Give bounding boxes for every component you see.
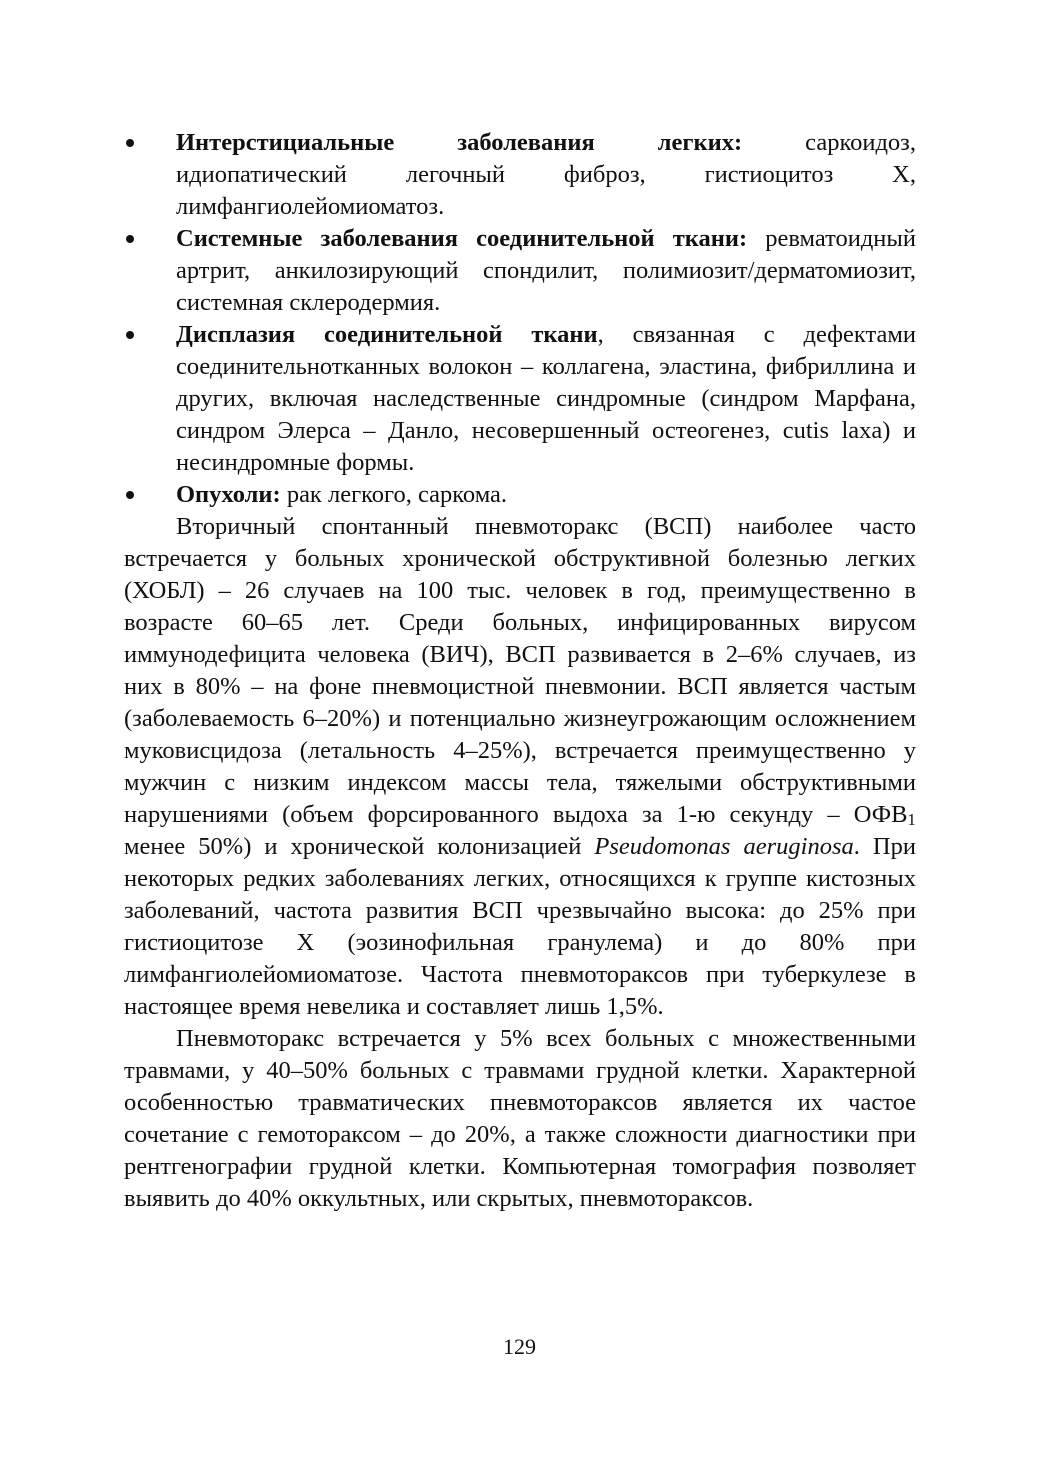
paragraph-secondary-pneumothorax xyxy=(124,511,916,1023)
bullet-term: Системные заболевания соединительной ткани: xyxy=(176,225,748,252)
bullet-text: саркоидоз, идиопатический легочный фиброз, гистиоцитоз X, лимфангиолейомиоматоз. xyxy=(176,129,916,220)
species-name: Pseudomonas aeruginosa xyxy=(594,833,854,860)
bullet-icon xyxy=(126,491,134,499)
list-item xyxy=(124,479,916,511)
bullet-term: Опухоли: xyxy=(176,481,281,508)
list-item xyxy=(124,223,916,319)
bullet-icon xyxy=(126,331,134,339)
bullet-text: ревматоидный артрит, анкилозирующий спондилит, полимиозит/дерматомиозит, системная склеродермия. xyxy=(176,225,916,316)
bullet-list xyxy=(124,127,916,511)
paragraph-text: Вторичный спонтанный пневмоторакс (ВСП) наиболее часто встречается у больных хронической обструктивной болезнью легких (ХОБЛ) – 26 случаев на 100 тыс. человек в год, преимущественно в возрасте 60–65 лет. Среди больных, инфицированных вирусом иммунодефицита человека (ВИЧ), ВСП развивается в 2–6% случаев, из них в 80% – на фоне пневмоцистной пневмонии. ВСП является частым (заболеваемость 6–20%) и потенциально жизнеугрожающим осложнением муковисцидоза (летальность 4–25%), встречается преимущественно у мужчин с низким индексом массы тела, тяжелыми обструктивными нарушениями (объем форсированного выдоха за 1-ю секунду – ОФВ xyxy=(124,513,916,828)
list-item xyxy=(124,127,916,223)
list-item xyxy=(124,319,916,479)
page-body xyxy=(124,127,916,1215)
bullet-term: Интерстициальные заболевания легких: xyxy=(176,129,743,156)
bullet-term: Дисплазия соединительной ткани xyxy=(176,321,598,348)
paragraph-traumatic-pneumothorax: Пневмоторакс встречается у 5% всех больных с множественными травмами, у 40–50% больных с травмами грудной клетки. Характерной особенностью травматических пневмотораксов является их частое сочетание с гемотораксом – до 20%, а также сложности диагностики при рентгенографии грудной клетки. Компьютерная томография позволяет выявить до 40% оккультных, или скрытых, пневмотораксов. xyxy=(124,1025,916,1212)
paragraph-text: . При некоторых редких заболеваниях легких, относящихся к группе кистозных заболеваний, частота развития ВСП чрезвычайно высока: до 25% при гистиоцитозе X (эозинофильная гранулема) и до 80% при лимфангиолейомиоматозе. Частота пневмотораксов при туберкулезе в настоящее время невелика и составляет лишь 1,5%. xyxy=(124,833,916,1020)
bullet-icon xyxy=(126,139,134,147)
page-number: 129 xyxy=(503,1334,536,1359)
paragraph-text: менее 50%) и хронической колонизацией xyxy=(124,833,595,860)
bullet-text: рак легкого, саркома. xyxy=(280,481,508,508)
bullet-text: , связанная с дефектами соединительнотканных волокон – коллагена, эластина, фибриллина и других, включая наследственные синдромные (синдром Марфана, синдром Элерса – Данло, несовершенный остеогенез, cutis laxa) и несиндромные формы. xyxy=(176,321,916,476)
bullet-icon xyxy=(126,235,134,243)
subscript: 1 xyxy=(907,810,916,829)
